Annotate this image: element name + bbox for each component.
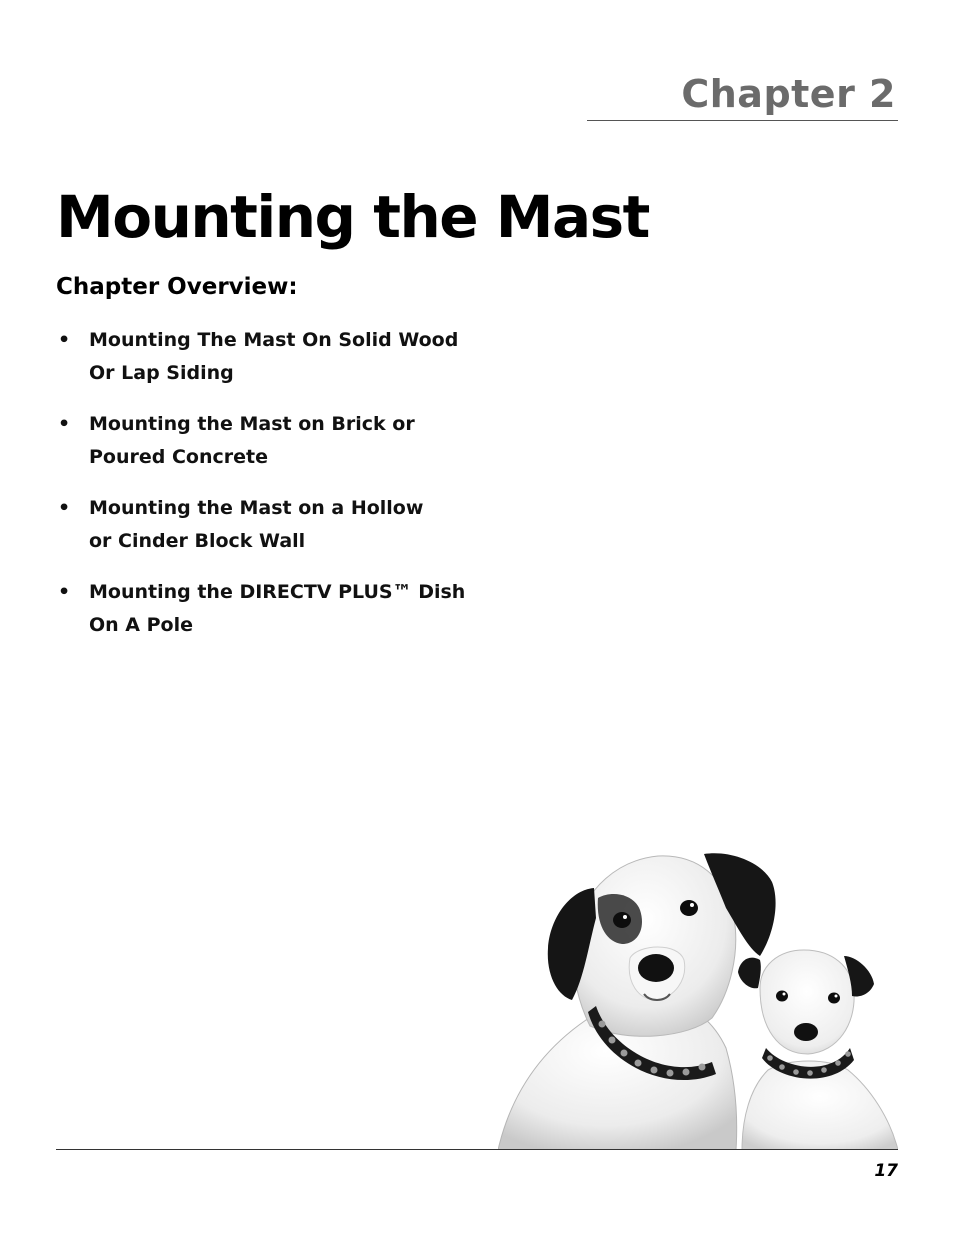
bullet-icon: • [58,497,71,519]
list-item-line: Mounting the Mast on a Hollow [89,497,424,519]
list-item-line: On A Pole [89,613,193,636]
list-item [56,408,476,473]
two-dogs-photo-icon [498,848,898,1150]
list-item [56,324,476,389]
list-item-line: Mounting the Mast on Brick or [89,413,415,435]
footer-divider [56,1149,898,1150]
page-number: 17 [874,1161,898,1181]
large-dog-icon [498,853,776,1150]
list-item [56,492,476,557]
list-item-line: Poured Concrete [89,445,268,468]
chapter-label: Chapter 2 [681,72,896,116]
list-item-line: Mounting The Mast On Solid Wood [89,329,459,351]
page-title: Mounting the Mast [56,183,649,251]
chapter-overview-heading: Chapter Overview: [56,274,298,300]
small-dog-icon [738,950,898,1150]
list-item-line: Or Lap Siding [89,361,234,384]
bullet-icon: • [58,413,71,435]
bullet-icon: • [58,581,71,603]
list-item-line: Mounting the DIRECTV PLUS™ Dish [89,581,466,603]
list-item [56,576,476,641]
chapter-overview-list [56,324,476,660]
list-item-line: or Cinder Block Wall [89,529,306,552]
chapter-divider [587,120,898,121]
bullet-icon: • [58,329,71,351]
